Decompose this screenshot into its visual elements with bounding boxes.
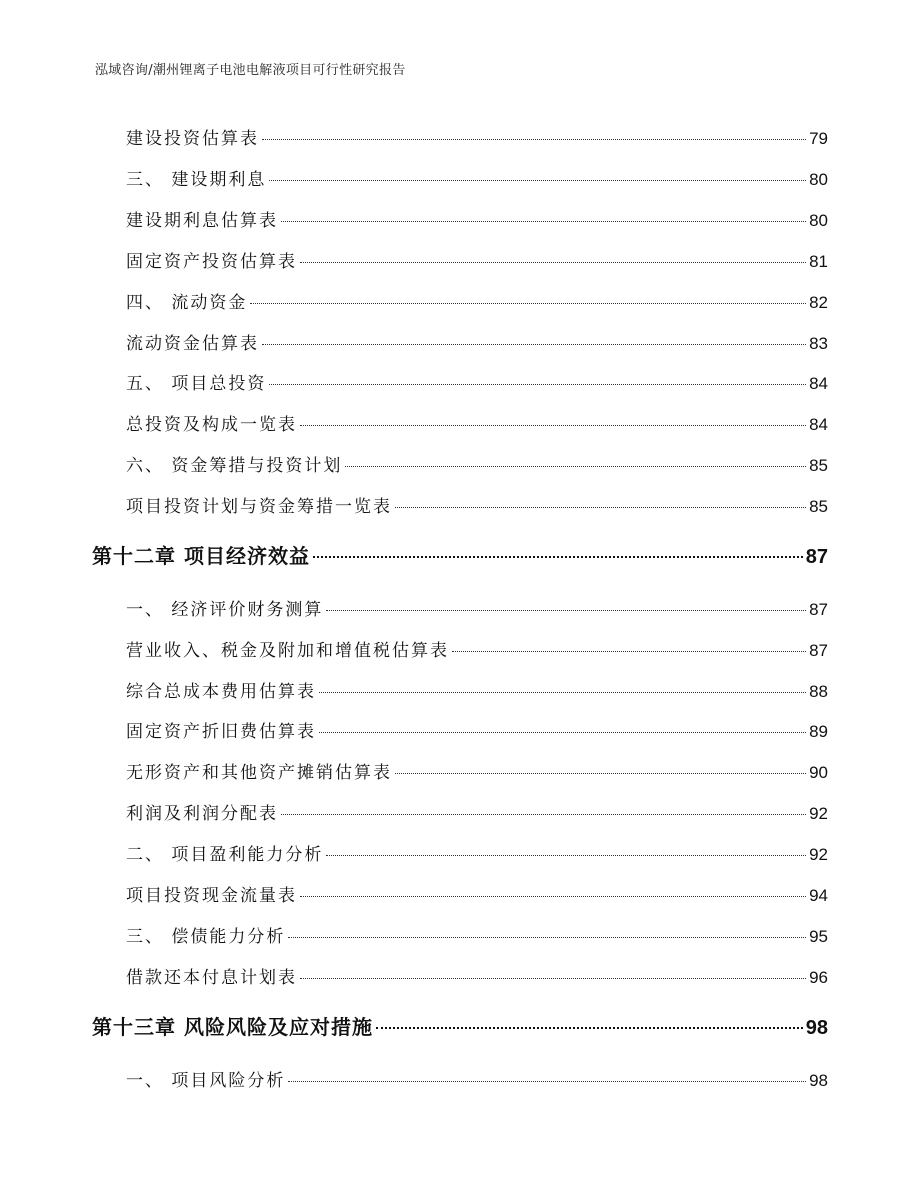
toc-chapter-page: 87 [805,546,828,568]
toc-chapter-page: 98 [805,1017,828,1039]
toc-leader-dots [262,139,806,140]
toc-entry-title: 建设投资估算表 [126,129,259,149]
toc-entry[interactable] [126,165,828,191]
toc-entry[interactable] [126,717,828,743]
toc-leader-dots [376,1027,803,1029]
toc-entry-title: 一、 项目风险分析 [126,1071,286,1091]
toc-chapter-entry[interactable] [92,540,828,570]
toc-entry[interactable] [126,329,828,355]
toc-leader-dots [326,855,806,856]
toc-chapter-title: 第十三章 风险风险及应对措施 [92,1015,373,1039]
toc-entry-page: 92 [809,845,828,864]
toc-entry-page: 84 [809,374,828,393]
toc-leader-dots [262,344,806,345]
toc-entry-title: 项目投资计划与资金筹措一览表 [126,497,392,517]
toc-entry-title: 建设期利息估算表 [126,211,278,231]
toc-leader-dots [300,262,806,263]
toc-leader-dots [281,221,806,222]
toc-entry-title: 营业收入、税金及附加和增值税估算表 [126,641,449,661]
toc-leader-dots [300,425,806,426]
toc-entry-title: 利润及利润分配表 [126,804,278,824]
toc-entry-page: 84 [809,415,828,434]
toc-entry-page: 88 [809,682,828,701]
toc-chapter-title: 第十二章 项目经济效益 [92,544,310,568]
toc-entry-page: 96 [809,968,828,987]
toc-entry-title: 总投资及构成一览表 [126,415,297,435]
toc-entry[interactable] [126,206,828,232]
toc-leader-dots [269,384,806,385]
toc-entry[interactable] [126,1066,828,1092]
toc-leader-dots [452,651,806,652]
toc-entry[interactable] [126,124,828,150]
toc-entry-page: 85 [809,497,828,516]
toc-entry-page: 79 [809,129,828,148]
toc-entry-page: 83 [809,334,828,353]
toc-entry-page: 98 [809,1071,828,1090]
running-header: 泓域咨询/潮州锂离子电池电解液项目可行性研究报告 [95,63,406,78]
toc-leader-dots [345,466,806,467]
toc-entry-page: 94 [809,886,828,905]
toc-entry[interactable] [126,799,828,825]
toc-entry[interactable] [126,492,828,518]
toc-entry[interactable] [126,758,828,784]
toc-entry[interactable] [126,369,828,395]
toc-leader-dots [288,937,806,938]
toc-entry-page: 89 [809,722,828,741]
toc-entry[interactable] [126,288,828,314]
toc-entry[interactable] [126,963,828,989]
toc-entry[interactable] [126,840,828,866]
toc-entry-page: 80 [809,170,828,189]
toc-entry[interactable] [126,595,828,621]
toc-entry[interactable] [126,922,828,948]
toc-leader-dots [300,978,806,979]
toc-entry-title: 固定资产投资估算表 [126,252,297,272]
toc-entry[interactable] [126,410,828,436]
toc-entry-page: 90 [809,763,828,782]
toc-entry-page: 81 [809,252,828,271]
toc-entry-page: 87 [809,641,828,660]
toc-leader-dots [319,692,806,693]
toc-entry-page: 92 [809,804,828,823]
toc-entry-title: 流动资金估算表 [126,334,259,354]
toc-leader-dots [281,814,806,815]
toc-leader-dots [395,507,806,508]
toc-entry-title: 五、 项目总投资 [126,374,267,394]
toc-leader-dots [319,732,806,733]
toc-chapter-entry[interactable] [92,1011,828,1041]
toc-leader-dots [395,773,806,774]
toc-entry-title: 六、 资金筹措与投资计划 [126,456,343,476]
toc-entry-title: 三、 建设期利息 [126,170,267,190]
toc-entry-page: 82 [809,293,828,312]
toc-entry-title: 四、 流动资金 [126,293,248,313]
toc-entry-title: 一、 经济评价财务测算 [126,600,324,620]
toc-entry-page: 87 [809,600,828,619]
toc-entry[interactable] [126,677,828,703]
toc-leader-dots [269,180,806,181]
toc-entry-title: 综合总成本费用估算表 [126,682,316,702]
toc-entry[interactable] [126,451,828,477]
toc-leader-dots [326,610,806,611]
toc-leader-dots [300,896,806,897]
toc-entry-title: 三、 偿债能力分析 [126,927,286,947]
toc-entry-title: 二、 项目盈利能力分析 [126,845,324,865]
toc-entry[interactable] [126,247,828,273]
toc-entry-page: 85 [809,456,828,475]
toc-leader-dots [288,1081,806,1082]
toc-entry-title: 固定资产折旧费估算表 [126,722,316,742]
toc-leader-dots [250,303,806,304]
toc-entry-title: 项目投资现金流量表 [126,886,297,906]
toc-entry[interactable] [126,636,828,662]
toc-entry-title: 无形资产和其他资产摊销估算表 [126,763,392,783]
toc-leader-dots [313,556,803,558]
toc-entry[interactable] [126,881,828,907]
toc-entry-page: 80 [809,211,828,230]
toc-entry-page: 95 [809,927,828,946]
toc-entry-title: 借款还本付息计划表 [126,968,297,988]
